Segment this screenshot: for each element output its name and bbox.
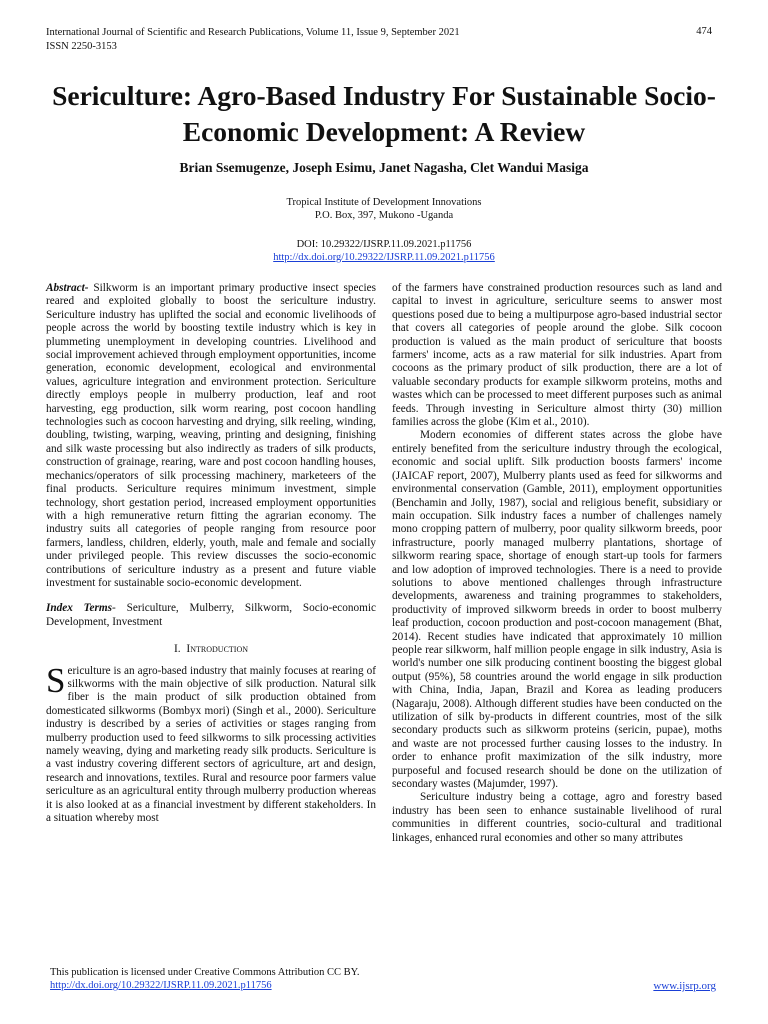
affiliation [0,196,768,222]
abstract-text: Silkworm is an important primary productive insect species reared and exploited globally to boost the sericulture industry. Sericulture industry has uplifted the social and economic livelihoods of people across the world by boosting textile industry which is key in plummeting unemployment in developing countries. Livelihood and social improvement achieved through employment opportunities, income generation, economic development, ecological and environmental values, agriculture integration and environment protection. Sericulture directly employs people in mulberry production, leaf and root harvesting, egg production, silk worm rearing, post cocoon handling technologies such as cocoon harvesting and drying, silk reeling, winding, doubling, twisting, warping, weaving, printing and designing, finishing and silk waste processing but also indirectly as traders of silk products, construction of grainage, rearing, ware and post cocoon handling houses, mechanics/operators of silk processing machinery, marketeers of the final products. Sericulture requires minimum investment, simple technology, short gestation period, increased employment opportunities with a high remunerative return fitting the agrarian economy. The industry suits all categories of people ranging from resource poor farmers, landless, children, elderly, youth, male and female and socially under privileged people. This review discusses the socio-economic contributions of sericulture industry as a present and future viable investment for sustainable socio-economic development. [46,282,376,589]
section-numeral: I. [173,643,181,656]
introduction-paragraph [46,660,376,826]
issn: ISSN 2250-3153 [46,41,117,52]
section-heading-introduction [46,643,376,656]
paper-title: Sericulture: Agro-Based Industry For Sustainable Socio-Economic Development: A Review [52,80,716,147]
index-terms [46,602,376,629]
page-number: 474 [696,26,712,37]
abstract-label: Abstract- [46,282,89,294]
running-header [46,26,460,54]
footer-doi-link[interactable]: http://dx.doi.org/10.29322/IJSRP.11.09.2021.p11756 [50,980,272,991]
index-terms-text: - Sericulture, Mulberry, Silkworm, Socio-economic Development, Investment [46,602,377,628]
affiliation-institute: Tropical Institute of Development Innovations [286,197,482,208]
right-column [392,282,722,845]
license-note: This publication is licensed under Creative Commons Attribution CC BY. [50,967,360,978]
affiliation-address: P.O. Box, 397, Mukono -Uganda [314,210,454,221]
paragraph-1: of the farmers have constrained production resources such as land and capital to invest in agriculture, sericulture seems to answer most questions posed due to being a multipurpose agro-based industrial sector that covers all categories of people around the globe. Silk cocoon production is valued as the main product of sericulture that boosts farmers' income, acts as a raw material for silk industries. Apart from cocoons as the primary product of silk production, there are a lot of valuable secondary products for example silkworm proteins, moths and wastes which can be processed to meet different purposes such as animal feeds. Through investing in Sericulture almost thirty (30) million families across the globe (Kim et al., 2010). [392,282,722,429]
site-link[interactable]: www.ijsrp.org [653,980,716,992]
doi-block [0,238,768,264]
left-column [46,282,376,825]
footer [50,966,360,992]
authors: Brian Ssemugenze, Joseph Esimu, Janet Nagasha, Clet Wandui Masiga [179,160,589,175]
paragraph-3: Sericulture industry being a cottage, agro and forestry based industry has been seen to enhance sustainable livelihood of rural communities in different countries, socio-cultural and traditional linkages, enhanced rural economies and other so many attributes [392,791,722,844]
doi-label: DOI: 10.29322/IJSRP.11.09.2021.p11756 [296,239,472,250]
journal-name: International Journal of Scientific and Research Publications, Volume 11, Issue 9, September 2021 [46,27,460,38]
drop-cap: S [46,660,66,700]
abstract [46,282,376,590]
paragraph-2: Modern economies of different states across the globe have entirely benefited from the sericulture industry through the ecological, economic and social uplift. Silk production boosts farmers' income (JAICAF report, 2007), Mulberry plants used as feed for silkworms and environmental conservation (Gamble, 2011), employment opportunities (Benchamin and Jolly, 1987), social and religious benefit, subsidiary or main occupation. Silk industry faces a number of challenges namely mono cropping pattern of mulberry, poor quality silkworm breeds, poor infrastructure, poorly managed mulberry plantations, shortage of silkworm rearing space, shortage of enough start-up tools for farmers and low adoption of improved technologies. There is a need to provide solutions to above mentioned challenges through infrastructure developments, awareness and training programmes to stakeholders, productivity of improved silkworm breeds in order to boost mulberry leaf production, cocoon production and post-cocoon management (Bhat, 2014). Recent studies have indicated that approximately 10 million people rear silkworm, half million people engage in silk industry, Asia is world's number one silk producing continent boosting the biggest global output (95%), 58 countries around the world engage in silk production with China, India, Japan, Brazil and Korea as leading producers (Nagaraju, 2008). Although different studies have been conducted on the utilization of silk by-products in different countries, most of the silk secondary products such as silkworm proteins (sericin, pupae), moths and waste are not processed further causing losses to the industry. In order to enhance profit maximization of the silk industry, more purposeful and focused research should be done on the utilization of secondary wastes (Majumder, 1997). [392,429,722,791]
index-terms-label: Index Terms [46,602,113,615]
footer-site-link-wrap [653,980,716,992]
section-title: Introduction [186,643,249,656]
doi-link[interactable]: http://dx.doi.org/10.29322/IJSRP.11.09.2021.p11756 [273,252,495,263]
introduction-text: ericulture is an agro-based industry that mainly focuses at rearing of silkworms with the main objective of silk production. Natural silk fiber is the main product of silk production obtained from domesticated silkworms (Bombyx mori) (Singh et al., 2000). Sericulture industry is described by a series of activities or stages ranging from mulberry production used to feed silkworms to silk processing activities namely weaving, dying and marketing ready silk products. Sericulture is a vast industry covering different sectors of agriculture, art and design, research and innovations, textiles. Rural and resource poor farmers value sericulture as an agricultural entity through mulberry production whereas it is also looked at as a financial investment by different stakeholders. In a situation whereby most [46,664,376,825]
